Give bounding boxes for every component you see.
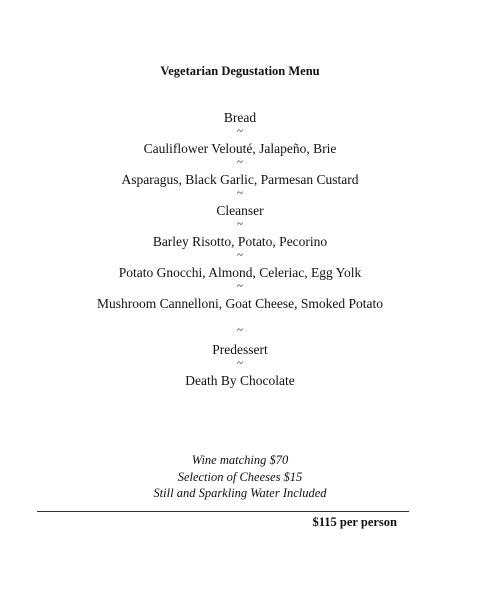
course-item: Potato Gnocchi, Almond, Celeriac, Egg Yolk [118, 265, 362, 280]
course-item: Death By Chocolate [185, 373, 295, 388]
course-separator: ~ [237, 125, 243, 137]
course-separator: ~ [237, 249, 243, 261]
menu-title: Vegetarian Degustation Menu [160, 64, 320, 78]
course-item: Asparagus, Black Garlic, Parmesan Custard [121, 172, 359, 187]
course-item: Bread [223, 110, 257, 125]
course-separator: ~ [237, 187, 243, 199]
course-item: Cauliflower Velouté, Jalapeño, Brie [143, 141, 337, 156]
course-item: Predessert [212, 342, 268, 357]
extra-item: Wine matching $70 [191, 453, 289, 467]
spacer [0, 312, 480, 324]
course-list [0, 110, 480, 389]
course-separator: ~ [237, 324, 243, 336]
price-label: $115 per person [312, 515, 397, 529]
divider [37, 511, 409, 512]
course-separator: ~ [237, 218, 243, 230]
extras-list [0, 452, 480, 502]
extra-item: Selection of Cheeses $15 [177, 469, 303, 484]
course-item: Barley Risotto, Potato, Pecorino [152, 234, 328, 249]
course-separator: ~ [237, 280, 243, 292]
course-item: Mushroom Cannelloni, Goat Cheese, Smoked Potato [96, 296, 384, 311]
course-separator: ~ [237, 156, 243, 168]
extra-item: Still and Sparkling Water Included [153, 486, 327, 500]
course-separator: ~ [237, 357, 243, 369]
course-item: Cleanser [216, 203, 264, 218]
